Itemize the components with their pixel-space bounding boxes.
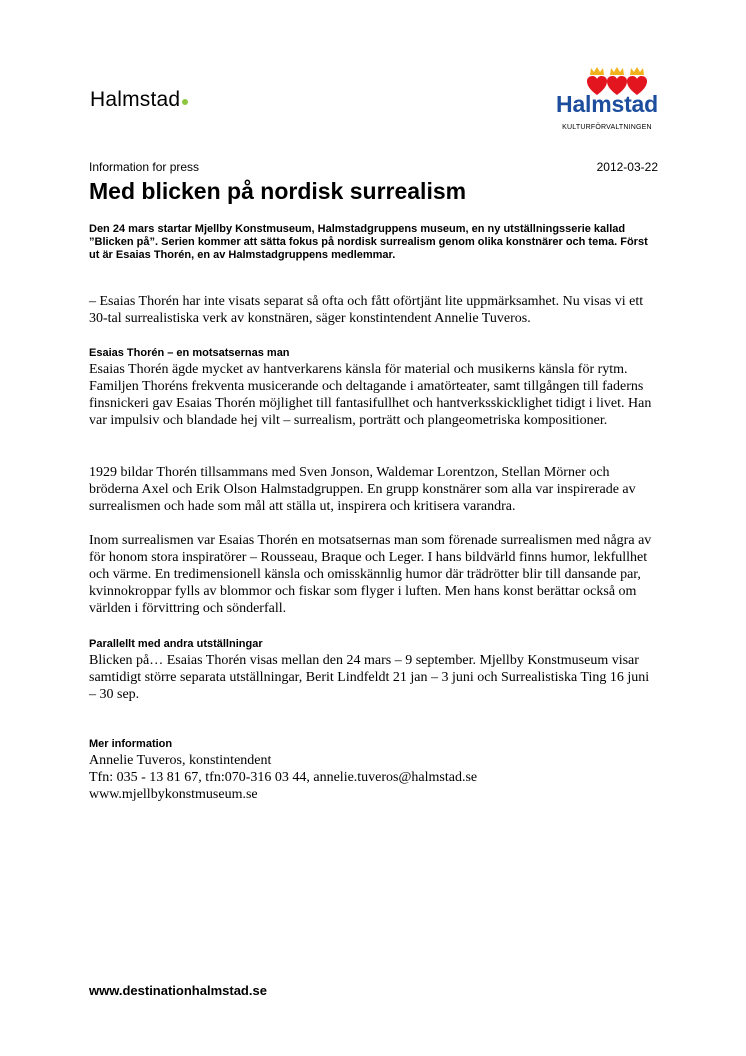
- section-heading-parallel: Parallellt med andra utställningar: [89, 638, 263, 650]
- contact-website-link[interactable]: www.mjellbykonstmuseum.se: [89, 787, 258, 802]
- logo-dot-icon: [182, 99, 188, 105]
- crown-icon: [610, 67, 624, 75]
- contact-phones-line: [89, 769, 659, 786]
- crown-icon: [590, 67, 604, 75]
- section-heading-contact: Mer information: [89, 738, 173, 750]
- body-paragraph-3: Inom surrealismen var Esaias Thorén en motsatsernas man som förenade surrealismen med några av för honom stora inspiratörer – Rousseau, Braque och Leger. I hans bildvärld finns humor, lekfullhet och värme. En tredimensionell känsla och omisskännlig humor där trädrötter blir till dansande par, kvinnokroppar fylls av blommor och fiskar som flyger i luften. Men hans konst berättar också om världen i förvittring och sönderfall.: [89, 533, 652, 616]
- footer-website-link[interactable]: www.destinationhalmstad.se: [89, 983, 267, 998]
- press-info-label: Information for press: [89, 160, 200, 174]
- logo-left-text: Halmstad: [90, 88, 181, 111]
- halmstad-logo-left: [90, 88, 188, 112]
- quote-paragraph: – Esaias Thorén har inte visats separat så ofta och fått oförtjänt lite uppmärksamhet. Nu visas vi ett 30-tal surrealistiska verk av konstnären, säger konstintendent Annelie Tuveros.: [89, 294, 644, 326]
- contact-block: [89, 752, 659, 803]
- kulturforvaltningen-label: KULTURFÖRVALTNINGEN: [562, 124, 652, 131]
- body-paragraph-4: Blicken på… Esaias Thorén visas mellan den 24 mars – 9 september. Mjellby Konstmuseum visar samtidigt större separata utställningar, Berit Lindfeldt 21 jan – 3 juni och Surrealistiska Ting 16 juni – 30 sep.: [89, 653, 650, 702]
- press-date: 2012-03-22: [596, 160, 658, 174]
- contact-email-link[interactable]: annelie.tuveros@halmstad.se: [313, 770, 478, 785]
- page-title: Med blicken på nordisk surrealism: [89, 178, 467, 204]
- contact-phones: Tfn: 035 - 13 81 67, tfn:070-316 03 44,: [89, 770, 310, 785]
- crown-icon: [630, 67, 644, 75]
- lead-paragraph: Den 24 mars startar Mjellby Konstmuseum, Halmstadgruppens museum, en ny utställningsserie kallad ”Blicken på”. Serien kommer att sätta fokus på nordisk surrealism genom olika konstnärer och tema. Först ut är Esaias Thorén, en av Halmstadgruppens medlemmar.: [89, 223, 648, 261]
- halmstad-logo-right-name: Halmstad: [556, 91, 658, 117]
- body-paragraph-1: Esaias Thorén ägde mycket av hantverkarens känsla för material och musikerns känsla för rytm. Familjen Thoréns frekventa musicerande och deltagande i amatörteater, samt tillgången till faderns finsnickeri gav Esaias Thorén möjlighet till fantasifullhet och hantverksskicklighet tidigt i livet. Han var impulsiv och blandade hej vilt – surrealism, porträtt och plangeometriska kompositioner.: [89, 362, 652, 428]
- section-heading-thoren: Esaias Thorén – en motsatsernas man: [89, 347, 290, 359]
- contact-name: Annelie Tuveros, konstintendent: [89, 753, 272, 768]
- body-paragraph-2: 1929 bildar Thorén tillsammans med Sven Jonson, Waldemar Lorentzon, Stellan Mörner och bröderna Axel och Erik Olson Halmstadgruppen. En grupp konstnärer som alla var inspirerade av surrealismen och hade som mål att ställa ut, inspirera och kritisera varandra.: [89, 465, 636, 514]
